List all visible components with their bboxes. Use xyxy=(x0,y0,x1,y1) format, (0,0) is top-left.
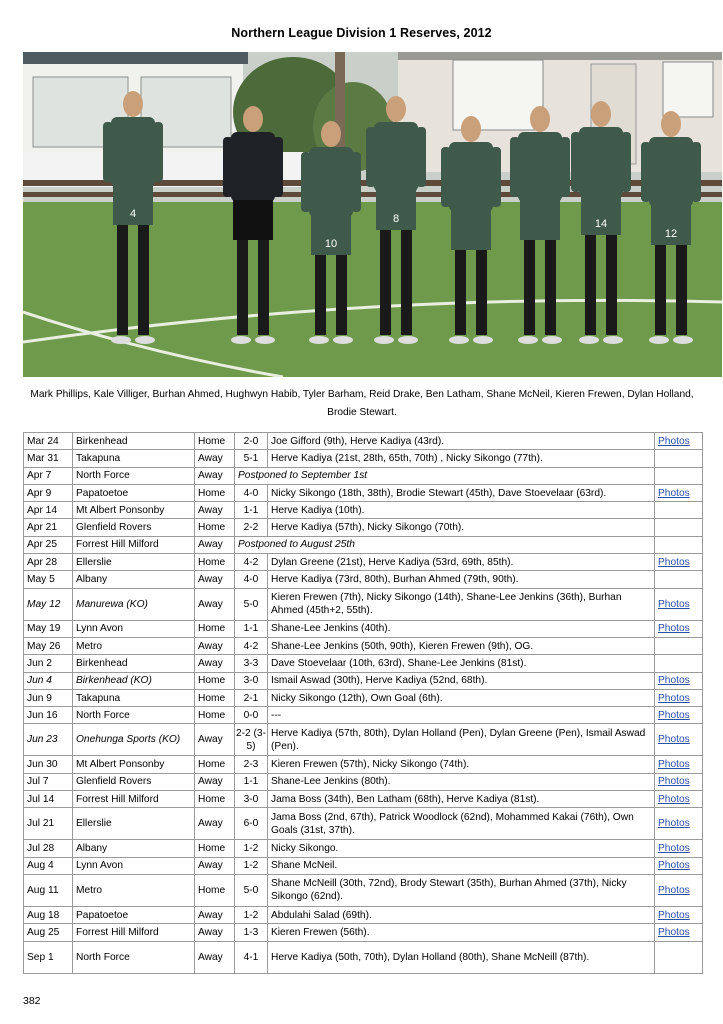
match-photos-link[interactable]: Photos xyxy=(655,672,703,689)
match-opponent: Glenfield Rovers xyxy=(73,519,195,536)
match-opponent: North Force xyxy=(73,707,195,724)
match-score: 3-0 xyxy=(235,672,268,689)
match-venue: Away xyxy=(195,724,235,756)
table-row xyxy=(24,467,703,484)
match-score: 2-2 xyxy=(235,519,268,536)
match-score: 5-0 xyxy=(235,588,268,620)
table-row xyxy=(24,707,703,724)
match-photos-link xyxy=(655,655,703,672)
match-photos-link[interactable]: Photos xyxy=(655,773,703,790)
match-date: Mar 24 xyxy=(24,433,73,450)
table-row xyxy=(24,450,703,467)
table-row xyxy=(24,941,703,973)
match-opponent: Forrest Hill Milford xyxy=(73,536,195,553)
match-scorers: Abdulahi Salad (69th). xyxy=(268,906,655,923)
match-scorers: Postponed to August 25th xyxy=(235,536,655,553)
match-venue: Away xyxy=(195,773,235,790)
match-scorers: Jama Boss (34th), Ben Latham (68th), Herve Kadiya (81st). xyxy=(268,791,655,808)
match-scorers: Shane-Lee Jenkins (40th). xyxy=(268,620,655,637)
match-date: Jun 2 xyxy=(24,655,73,672)
match-score: 3-0 xyxy=(235,791,268,808)
match-scorers: Herve Kadiya (50th, 70th), Dylan Holland (80th), Shane McNeill (87th). xyxy=(268,941,655,973)
match-score: 1-2 xyxy=(235,906,268,923)
match-opponent: Birkenhead xyxy=(73,433,195,450)
match-venue: Away xyxy=(195,637,235,654)
match-scorers: Herve Kadiya (10th). xyxy=(268,502,655,519)
match-score: 1-1 xyxy=(235,620,268,637)
match-date: Jul 21 xyxy=(24,808,73,840)
match-score: 4-1 xyxy=(235,941,268,973)
match-venue: Away xyxy=(195,502,235,519)
photo-caption: Mark Phillips, Kale Villiger, Burhan Ahmed, Hughwyn Habib, Tyler Barham, Reid Drake, Ben Latham, Shane McNeil, Kieren Frewen, Dylan Holland, Brodie Stewart. xyxy=(30,389,694,418)
match-photos-link[interactable]: Photos xyxy=(655,924,703,941)
match-photos-link xyxy=(655,502,703,519)
match-scorers: Dylan Greene (21st), Herve Kadiya (53rd, 69th, 85th). xyxy=(268,554,655,571)
table-row xyxy=(24,906,703,923)
match-scorers: Herve Kadiya (21st, 28th, 65th, 70th) , Nicky Sikongo (77th). xyxy=(268,450,655,467)
match-date: Jun 9 xyxy=(24,689,73,706)
match-opponent: Papatoetoe xyxy=(73,906,195,923)
table-row xyxy=(24,637,703,654)
jersey-number: 8 xyxy=(392,213,400,225)
match-venue: Home xyxy=(195,707,235,724)
match-scorers: Herve Kadiya (73rd, 80th), Burhan Ahmed (79th, 90th). xyxy=(268,571,655,588)
match-venue: Home xyxy=(195,672,235,689)
match-date: May 19 xyxy=(24,620,73,637)
table-row xyxy=(24,571,703,588)
match-date: Sep 1 xyxy=(24,941,73,973)
page-title: Northern League Division 1 Reserves, 2012 xyxy=(231,26,492,40)
match-date: Apr 21 xyxy=(24,519,73,536)
match-venue: Home xyxy=(195,756,235,773)
match-opponent: Birkenhead (KO) xyxy=(73,672,195,689)
match-opponent: Papatoetoe xyxy=(73,484,195,501)
match-opponent: Mt Albert Ponsonby xyxy=(73,756,195,773)
match-photos-link xyxy=(655,467,703,484)
match-score: 1-1 xyxy=(235,502,268,519)
match-scorers: Shane McNeill (30th, 72nd), Brody Stewart (35th), Burhan Ahmed (37th), Nicky Sikongo (62nd). xyxy=(268,874,655,906)
match-scorers: Nicky Sikongo (12th), Own Goal (6th). xyxy=(268,689,655,706)
match-score: 2-2 (3-5) xyxy=(235,724,268,756)
match-scorers: Shane-Lee Jenkins (50th, 90th), Kieren Frewen (9th), OG. xyxy=(268,637,655,654)
table-row xyxy=(24,724,703,756)
match-date: Apr 25 xyxy=(24,536,73,553)
match-venue: Home xyxy=(195,791,235,808)
table-row xyxy=(24,874,703,906)
table-row xyxy=(24,502,703,519)
match-scorers: Dave Stoevelaar (10th, 63rd), Shane-Lee Jenkins (81st). xyxy=(268,655,655,672)
table-row xyxy=(24,672,703,689)
table-row xyxy=(24,433,703,450)
match-venue: Away xyxy=(195,588,235,620)
match-venue: Home xyxy=(195,484,235,501)
match-score: 1-2 xyxy=(235,840,268,857)
table-row xyxy=(24,519,703,536)
match-date: May 26 xyxy=(24,637,73,654)
match-photos-link xyxy=(655,941,703,973)
team-photo-illustration xyxy=(23,52,722,377)
match-score: 5-1 xyxy=(235,450,268,467)
match-photos-link[interactable]: Photos xyxy=(655,840,703,857)
match-opponent: Glenfield Rovers xyxy=(73,773,195,790)
table-row xyxy=(24,840,703,857)
match-venue: Home xyxy=(195,689,235,706)
match-date: Jul 14 xyxy=(24,791,73,808)
match-scorers: Shane-Lee Jenkins (80th). xyxy=(268,773,655,790)
match-photos-link xyxy=(655,637,703,654)
match-venue: Home xyxy=(195,519,235,536)
match-date: Apr 14 xyxy=(24,502,73,519)
match-venue: Away xyxy=(195,906,235,923)
match-venue: Away xyxy=(195,467,235,484)
match-score: 2-3 xyxy=(235,756,268,773)
match-score: 1-3 xyxy=(235,924,268,941)
table-row xyxy=(24,924,703,941)
table-row xyxy=(24,554,703,571)
table-row xyxy=(24,857,703,874)
match-date: Aug 4 xyxy=(24,857,73,874)
match-venue: Away xyxy=(195,924,235,941)
table-row xyxy=(24,756,703,773)
table-row xyxy=(24,655,703,672)
match-photos-link xyxy=(655,450,703,467)
match-venue: Home xyxy=(195,840,235,857)
match-score: 4-0 xyxy=(235,571,268,588)
match-photos-link[interactable]: Photos xyxy=(655,791,703,808)
match-date: Jun 16 xyxy=(24,707,73,724)
match-score: 0-0 xyxy=(235,707,268,724)
match-date: Apr 28 xyxy=(24,554,73,571)
match-date: Apr 7 xyxy=(24,467,73,484)
match-opponent: Ellerslie xyxy=(73,554,195,571)
match-photos-link[interactable]: Photos xyxy=(655,857,703,874)
match-venue: Away xyxy=(195,941,235,973)
table-row xyxy=(24,536,703,553)
match-opponent: Birkenhead xyxy=(73,655,195,672)
match-score: 4-0 xyxy=(235,484,268,501)
match-opponent: Lynn Avon xyxy=(73,620,195,637)
match-opponent: Metro xyxy=(73,874,195,906)
match-score: 5-0 xyxy=(235,874,268,906)
match-opponent: Forrest Hill Milford xyxy=(73,924,195,941)
match-photos-link[interactable]: Photos xyxy=(655,484,703,501)
jersey-number: 4 xyxy=(129,208,137,220)
match-scorers: Ismail Aswad (30th), Herve Kadiya (52nd, 68th). xyxy=(268,672,655,689)
match-opponent: Metro xyxy=(73,637,195,654)
match-photos-link[interactable]: Photos xyxy=(655,620,703,637)
table-row xyxy=(24,773,703,790)
match-date: Apr 9 xyxy=(24,484,73,501)
jersey-number: 10 xyxy=(324,238,338,250)
match-venue: Home xyxy=(195,874,235,906)
match-scorers: --- xyxy=(268,707,655,724)
match-date: Aug 18 xyxy=(24,906,73,923)
match-score: 4-2 xyxy=(235,637,268,654)
match-venue: Away xyxy=(195,857,235,874)
table-row xyxy=(24,588,703,620)
match-opponent: Albany xyxy=(73,571,195,588)
match-date: Aug 11 xyxy=(24,874,73,906)
page-number: 382 xyxy=(23,995,41,1007)
match-date: Jul 28 xyxy=(24,840,73,857)
match-scorers: Kieren Frewen (7th), Nicky Sikongo (14th), Shane-Lee Jenkins (36th), Burhan Ahmed (45th+2, 55th). xyxy=(268,588,655,620)
match-venue: Away xyxy=(195,808,235,840)
match-score: 2-1 xyxy=(235,689,268,706)
match-opponent: North Force xyxy=(73,467,195,484)
match-opponent: Forrest Hill Milford xyxy=(73,791,195,808)
match-opponent: North Force xyxy=(73,941,195,973)
match-photos-link[interactable]: Photos xyxy=(655,433,703,450)
match-scorers: Nicky Sikongo. xyxy=(268,840,655,857)
table-row xyxy=(24,808,703,840)
match-date: May 5 xyxy=(24,571,73,588)
match-opponent: Albany xyxy=(73,840,195,857)
match-venue: Away xyxy=(195,655,235,672)
match-photos-link[interactable]: Photos xyxy=(655,554,703,571)
table-row xyxy=(24,791,703,808)
jersey-number: 12 xyxy=(664,228,678,240)
match-opponent: Onehunga Sports (KO) xyxy=(73,724,195,756)
match-scorers: Joe Gifford (9th), Herve Kadiya (43rd). xyxy=(268,433,655,450)
match-date: May 12 xyxy=(24,588,73,620)
match-scorers: Herve Kadiya (57th), Nicky Sikongo (70th). xyxy=(268,519,655,536)
match-venue: Home xyxy=(195,554,235,571)
match-venue: Away xyxy=(195,536,235,553)
match-photos-link[interactable]: Photos xyxy=(655,724,703,756)
match-scorers: Jama Boss (2nd, 67th), Patrick Woodlock (62nd), Mohammed Kakai (76th), Own Goals (31st, 37th). xyxy=(268,808,655,840)
match-venue: Away xyxy=(195,571,235,588)
match-photos-link[interactable]: Photos xyxy=(655,707,703,724)
match-photos-link xyxy=(655,571,703,588)
table-row xyxy=(24,484,703,501)
match-date: Jun 30 xyxy=(24,756,73,773)
match-venue: Away xyxy=(195,450,235,467)
match-scorers: Kieren Frewen (56th). xyxy=(268,924,655,941)
match-opponent: Takapuna xyxy=(73,689,195,706)
match-score: 3-3 xyxy=(235,655,268,672)
match-scorers: Postponed to September 1st xyxy=(235,467,655,484)
match-photos-link[interactable]: Photos xyxy=(655,689,703,706)
match-score: 6-0 xyxy=(235,808,268,840)
match-photos-link[interactable]: Photos xyxy=(655,808,703,840)
match-scorers: Herve Kadiya (57th, 80th), Dylan Holland (Pen), Dylan Greene (Pen), Ismail Aswad (Pen). xyxy=(268,724,655,756)
match-photos-link xyxy=(655,519,703,536)
match-score: 4-2 xyxy=(235,554,268,571)
match-venue: Home xyxy=(195,433,235,450)
match-photos-link[interactable]: Photos xyxy=(655,874,703,906)
match-date: Jul 7 xyxy=(24,773,73,790)
results-table xyxy=(23,432,703,974)
match-venue: Home xyxy=(195,620,235,637)
match-date: Mar 31 xyxy=(24,450,73,467)
match-photos-link xyxy=(655,536,703,553)
match-opponent: Ellerslie xyxy=(73,808,195,840)
match-date: Jun 23 xyxy=(24,724,73,756)
match-opponent: Mt Albert Ponsonby xyxy=(73,502,195,519)
match-opponent: Manurewa (KO) xyxy=(73,588,195,620)
match-score: 2-0 xyxy=(235,433,268,450)
jersey-number: 14 xyxy=(594,218,608,230)
team-photo xyxy=(23,52,722,377)
match-opponent: Takapuna xyxy=(73,450,195,467)
match-scorers: Kieren Frewen (57th), Nicky Sikongo (74th). xyxy=(268,756,655,773)
match-photos-link[interactable]: Photos xyxy=(655,906,703,923)
match-photos-link[interactable]: Photos xyxy=(655,756,703,773)
match-photos-link[interactable]: Photos xyxy=(655,588,703,620)
match-date: Jun 4 xyxy=(24,672,73,689)
match-date: Aug 25 xyxy=(24,924,73,941)
match-scorers: Nicky Sikongo (18th, 38th), Brodie Stewart (45th), Dave Stoevelaar (63rd). xyxy=(268,484,655,501)
match-score: 1-2 xyxy=(235,857,268,874)
match-score: 1-1 xyxy=(235,773,268,790)
match-opponent: Lynn Avon xyxy=(73,857,195,874)
table-row xyxy=(24,620,703,637)
match-scorers: Shane McNeil. xyxy=(268,857,655,874)
table-row xyxy=(24,689,703,706)
